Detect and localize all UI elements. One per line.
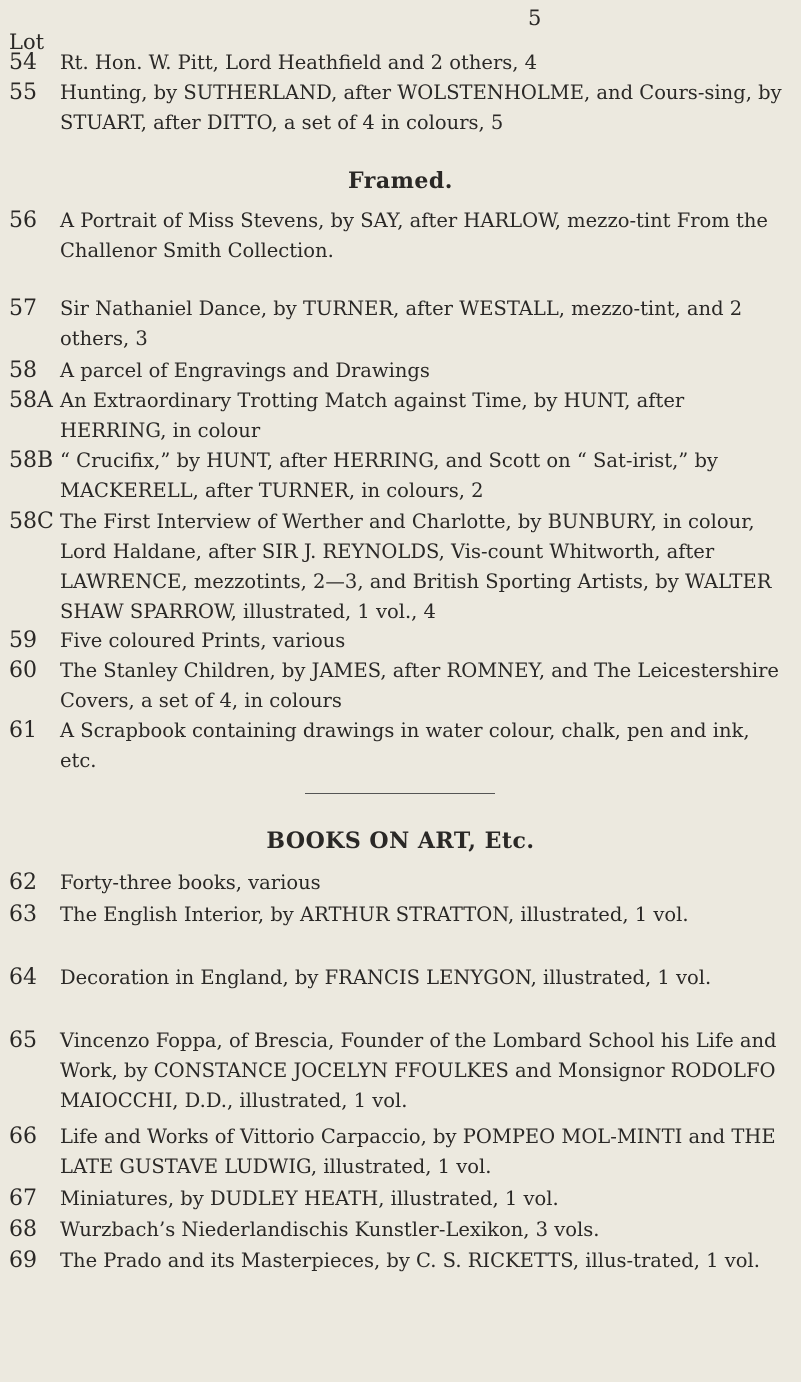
lot-description: An Extraordinary Trotting Match against Time, by HUNT, after HERRING, in colour xyxy=(60,389,685,442)
lot-column-header: Lot xyxy=(9,30,45,54)
lot-description: Hunting, by SUTHERLAND, after WOLSTENHOLME, and Cours-sing, by STUART, after DITTO, a set of 4 in colours, 5 xyxy=(60,81,782,134)
lot-number: 68 xyxy=(9,1217,37,1242)
lot-description: Wurzbach’s Niederlandischis Kunstler-Lexikon, 3 vols. xyxy=(60,1218,600,1241)
lot-number: 65 xyxy=(9,1028,37,1053)
lot-number: 69 xyxy=(9,1248,37,1273)
lot-number: 62 xyxy=(9,870,37,895)
lot-description: Life and Works of Vittorio Carpaccio, by POMPEO MOL-MINTI and THE LATE GUSTAVE LUDWIG, illustrated, 1 vol. xyxy=(60,1125,776,1178)
lot-number: 58B xyxy=(9,448,54,473)
lot-description: A parcel of Engravings and Drawings xyxy=(60,359,430,382)
lot-description: Vincenzo Foppa, of Brescia, Founder of the Lombard School his Life and Work, by CONSTANCE JOCELYN FFOULKES and Monsignor RODOLFO MAIOCCHI, D.D., illustrated, 1 vol. xyxy=(60,1029,777,1112)
lot-number: 63 xyxy=(9,902,37,927)
lot-number: 61 xyxy=(9,718,37,743)
lot-number: 57 xyxy=(9,296,37,321)
lot-description: The English Interior, by ARTHUR STRATTON, illustrated, 1 vol. xyxy=(60,903,689,926)
lot-number: 54 xyxy=(9,50,37,75)
lot-number: 58A xyxy=(9,388,53,413)
lot-number: 58 xyxy=(9,358,37,383)
page-number: 5 xyxy=(528,6,542,30)
lot-number: 67 xyxy=(9,1186,37,1211)
lot-number: 60 xyxy=(9,658,37,683)
lot-description: Miniatures, by DUDLEY HEATH, illustrated, 1 vol. xyxy=(60,1187,559,1210)
lot-description: Decoration in England, by FRANCIS LENYGON, illustrated, 1 vol. xyxy=(60,966,712,989)
lot-number: 55 xyxy=(9,80,37,105)
lot-number: 59 xyxy=(9,628,37,653)
lot-description: Rt. Hon. W. Pitt, Lord Heathfield and 2 others, 4 xyxy=(60,51,538,74)
lot-description: Five coloured Prints, various xyxy=(60,629,346,652)
lot-description: “ Crucifix,” by HUNT, after HERRING, and Scott on “ Sat-irist,” by MACKERELL, after TURNER, in colours, 2 xyxy=(60,449,718,502)
lot-number: 58C xyxy=(9,509,54,534)
lot-description: The First Interview of Werther and Charlotte, by BUNBURY, in colour, Lord Haldane, after SIR J. REYNOLDS, Vis-count Whitworth, after LAWRENCE, mezzotints, 2—3, and British Sporting Artists, by WALTER SHAW SPARROW, illustrated, 1 vol., 4 xyxy=(60,510,772,623)
lot-description: Sir Nathaniel Dance, by TURNER, after WESTALL, mezzo-tint, and 2 others, 3 xyxy=(60,297,743,350)
lot-description: The Prado and its Masterpieces, by C. S. RICKETTS, illus-trated, 1 vol. xyxy=(60,1249,760,1272)
lot-description: The Stanley Children, by JAMES, after ROMNEY, and The Leicestershire Covers, a set of 4, in colours xyxy=(60,659,779,712)
lot-number: 64 xyxy=(9,965,37,990)
lot-description: A Portrait of Miss Stevens, by SAY, after HARLOW, mezzo-tint From the Challenor Smith Collection. xyxy=(60,209,768,262)
lot-number: 56 xyxy=(9,208,37,233)
lot-number: 66 xyxy=(9,1124,37,1149)
lot-description: Forty-three books, various xyxy=(60,871,321,894)
lot-description: A Scrapbook containing drawings in water colour, chalk, pen and ink, etc. xyxy=(60,719,750,772)
section-heading-books: BOOKS ON ART, Etc. xyxy=(266,828,535,854)
section-heading-framed: Framed. xyxy=(348,168,453,194)
section-divider xyxy=(305,793,495,794)
